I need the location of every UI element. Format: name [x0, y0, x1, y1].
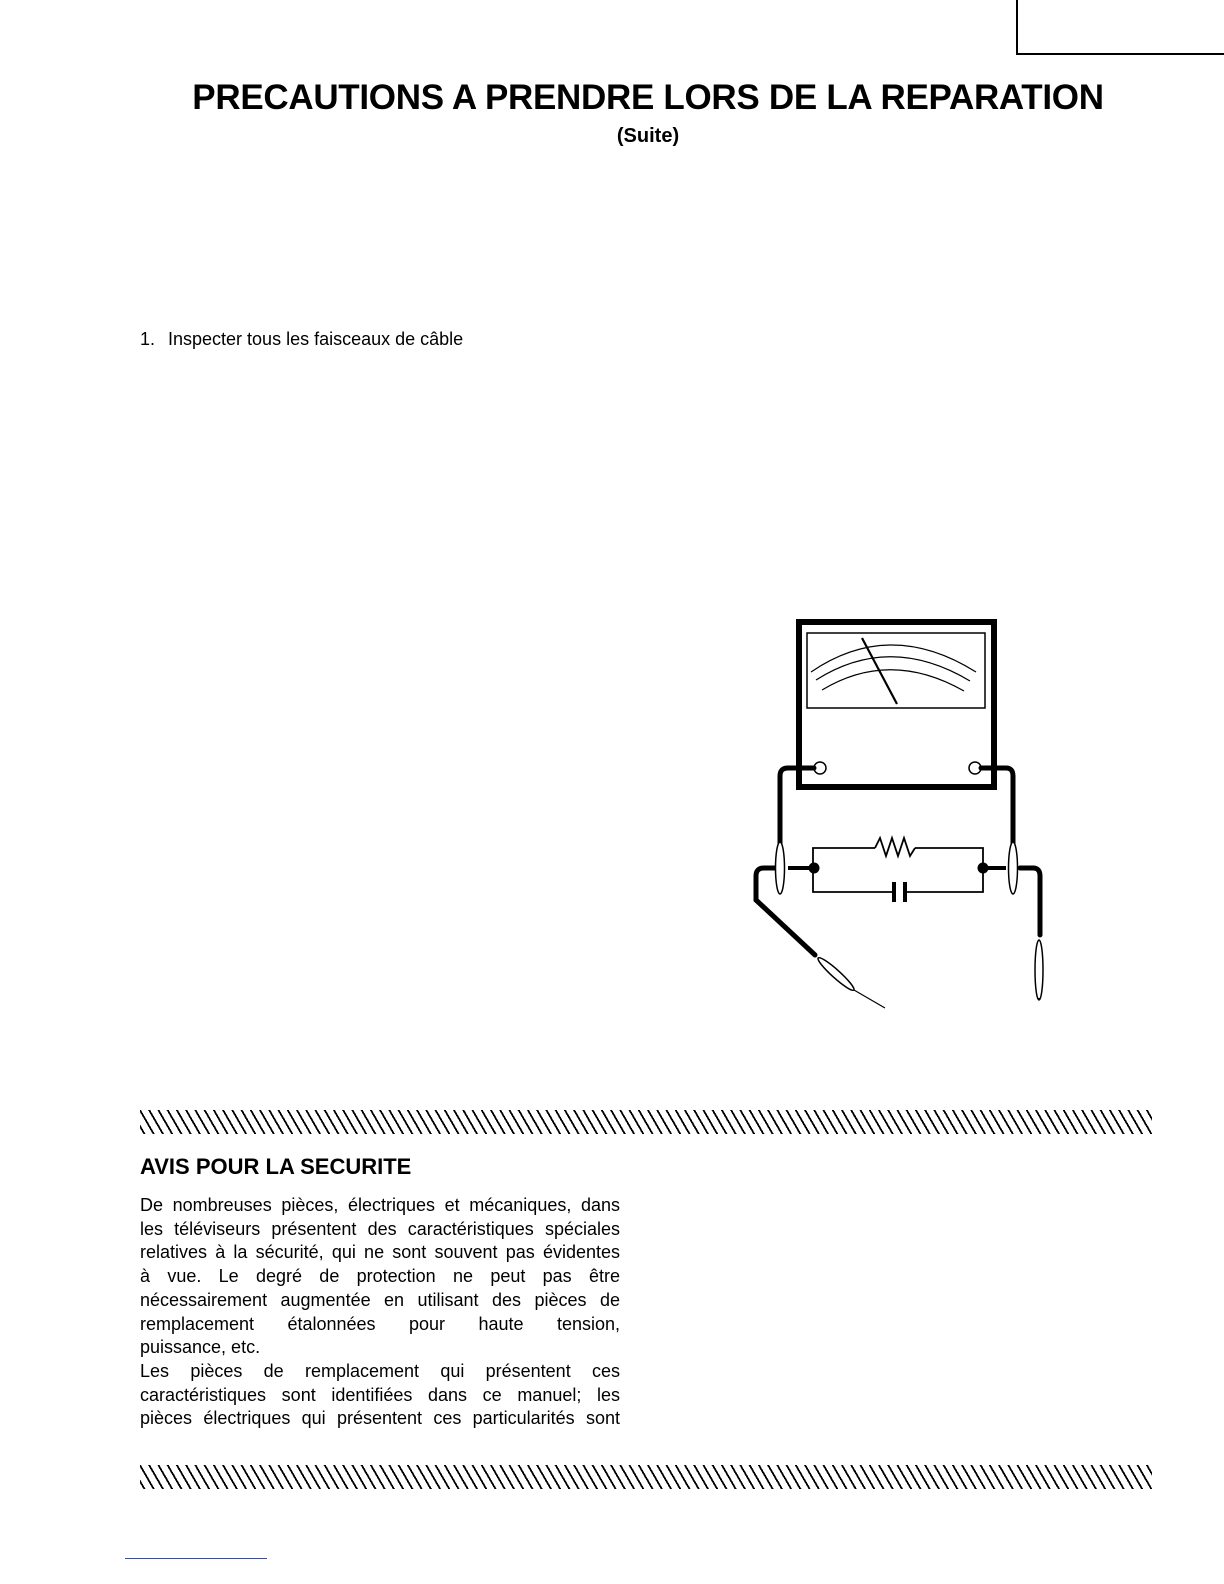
notice-line: les téléviseurs présentent des caractéristiques spéciales: [140, 1218, 620, 1239]
meter-body: [799, 622, 994, 787]
notice-line: De nombreuses pièces, électriques et mécaniques, dans: [140, 1195, 620, 1215]
notice-line: puissance, etc.: [140, 1337, 261, 1358]
list-item-text: Inspecter tous les faisceaux de câble: [168, 329, 464, 349]
hatched-divider-top: [140, 1110, 1152, 1134]
list-item-number: 1.: [140, 329, 156, 349]
link-underline[interactable]: [125, 1558, 267, 1559]
hatched-divider-bottom: [140, 1465, 1152, 1489]
probe-pins: [854, 990, 1039, 1008]
notice-line: Les pièces de remplacement qui présentent ces: [140, 1360, 620, 1381]
page-title: PRECAUTIONS A PRENDRE LORS DE LA REPARATION: [192, 78, 1104, 117]
notice-line: nécessairement augmentée en utilisant des pièces de: [140, 1289, 620, 1310]
test-leads: [756, 768, 1040, 955]
notice-line: caractéristiques sont identifiées dans ce manuel; les: [140, 1384, 620, 1405]
list-item: [140, 329, 463, 350]
rc-network: [788, 838, 1006, 902]
junction-dots: [809, 863, 989, 874]
corner-box: [1016, 0, 1224, 55]
notice-heading: AVIS POUR LA SECURITE: [140, 1154, 412, 1179]
notice-line: à vue. Le degré de protection ne peut pas être: [140, 1266, 620, 1287]
notice-line: remplacement étalonnées pour haute tension,: [140, 1313, 620, 1334]
page-subtitle: (Suite): [616, 125, 680, 147]
meter-diagram: [740, 610, 1060, 1020]
notice-line: relatives à la sécurité, qui ne sont souvent pas évidentes: [140, 1242, 620, 1263]
notice-body: [140, 1194, 620, 1431]
notice-line: pièces électriques qui présentent ces particularités sont: [140, 1408, 620, 1429]
